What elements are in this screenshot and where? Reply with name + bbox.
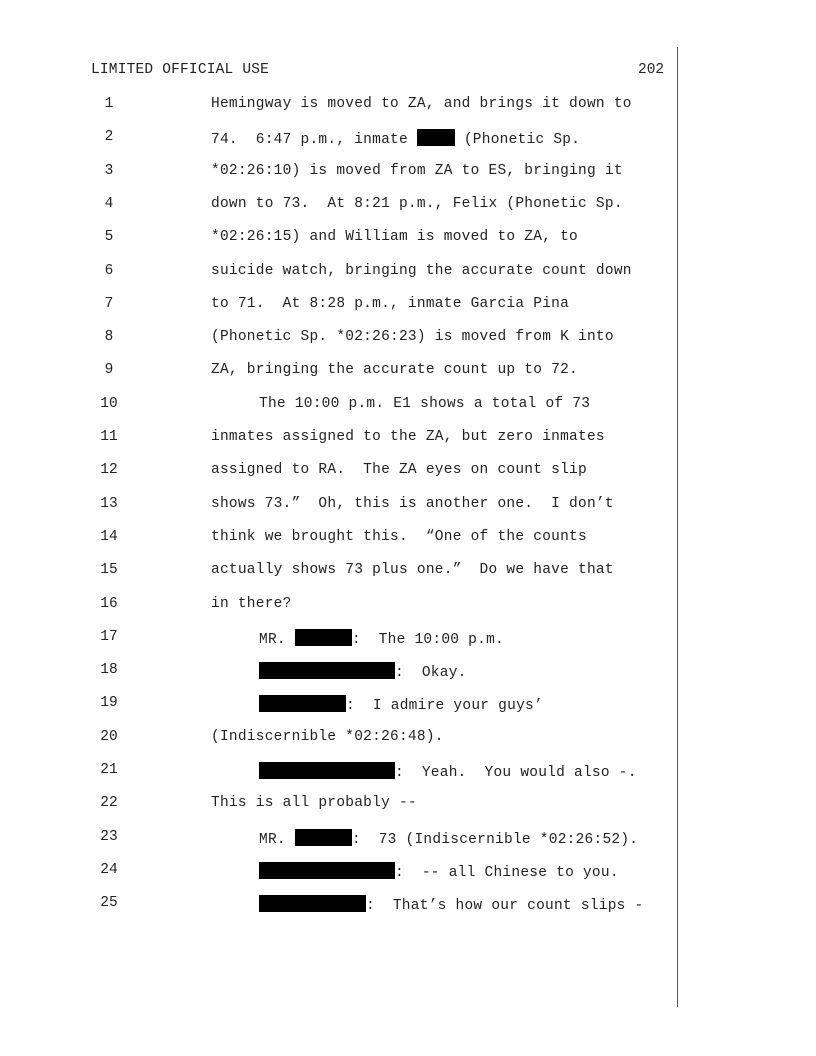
line-number: 5 bbox=[104, 229, 114, 246]
text-run: : I admire your guys’ bbox=[346, 698, 543, 715]
page-number: 202 bbox=[638, 62, 665, 78]
transcript-line bbox=[0, 163, 680, 183]
text-run: This is all probably -- bbox=[211, 795, 417, 812]
classification-header: LIMITED OFFICIAL USE bbox=[91, 62, 270, 78]
transcript-line bbox=[0, 729, 680, 749]
line-text bbox=[211, 496, 614, 512]
transcript-line bbox=[0, 96, 680, 116]
line-text bbox=[259, 829, 638, 848]
line-number: 15 bbox=[100, 562, 118, 579]
line-number: 4 bbox=[104, 195, 114, 212]
text-run: 74. 6:47 p.m., inmate bbox=[211, 132, 417, 149]
text-run: MR. bbox=[259, 831, 295, 848]
line-number: 25 bbox=[100, 895, 118, 912]
transcript-line bbox=[0, 296, 680, 316]
transcript-line bbox=[0, 129, 680, 149]
transcript-line bbox=[0, 629, 680, 649]
text-run: shows 73.” Oh, this is another one. I don’t bbox=[211, 495, 614, 512]
line-text bbox=[211, 795, 417, 811]
text-run: (Indiscernible *02:26:48). bbox=[211, 728, 444, 745]
line-text bbox=[211, 296, 569, 312]
text-run: ZA, bringing the accurate count up to 72. bbox=[211, 362, 579, 379]
line-number: 1 bbox=[104, 96, 114, 112]
line-number: 20 bbox=[100, 728, 118, 745]
line-text bbox=[211, 462, 587, 478]
redaction-block bbox=[259, 862, 395, 879]
line-text bbox=[211, 129, 580, 148]
line-text bbox=[259, 695, 543, 714]
transcript-line bbox=[0, 462, 680, 482]
line-number: 14 bbox=[100, 528, 118, 545]
text-run: assigned to RA. The ZA eyes on count slip bbox=[211, 462, 587, 479]
text-run: : Okay. bbox=[395, 665, 467, 682]
text-run: : The 10:00 p.m. bbox=[351, 631, 504, 648]
text-run: suicide watch, bringing the accurate count down bbox=[211, 262, 632, 279]
transcript-line bbox=[0, 695, 680, 715]
line-number: 11 bbox=[100, 429, 118, 445]
line-number: 3 bbox=[104, 162, 114, 179]
text-run: The 10:00 p.m. E1 shows a total of 73 bbox=[259, 395, 591, 412]
transcript-line bbox=[0, 396, 680, 416]
transcript-line bbox=[0, 229, 680, 249]
text-run: (Phonetic Sp. bbox=[454, 132, 581, 149]
line-text bbox=[211, 96, 632, 112]
redaction-block bbox=[259, 762, 395, 779]
redaction-block bbox=[259, 895, 366, 912]
line-number: 21 bbox=[100, 762, 118, 778]
transcript-line bbox=[0, 662, 680, 682]
line-text bbox=[211, 729, 444, 745]
line-number: 23 bbox=[100, 828, 118, 845]
line-text bbox=[259, 662, 467, 681]
line-number: 9 bbox=[104, 362, 114, 379]
transcript-line bbox=[0, 795, 680, 815]
line-text bbox=[259, 895, 644, 914]
text-run: : Yeah. You would also -. bbox=[395, 765, 637, 781]
transcript-line bbox=[0, 529, 680, 549]
redaction-block bbox=[259, 695, 346, 712]
line-text bbox=[211, 429, 605, 445]
line-text bbox=[211, 196, 623, 212]
line-text bbox=[211, 329, 614, 345]
transcript-line bbox=[0, 263, 680, 283]
line-number: 10 bbox=[100, 395, 118, 412]
text-run: (Phonetic Sp. *02:26:23) is moved from K into bbox=[211, 329, 614, 346]
text-run: Hemingway is moved to ZA, and brings it down to bbox=[211, 96, 632, 112]
text-run: *02:26:15) and William is moved to ZA, to bbox=[211, 229, 579, 246]
line-number: 17 bbox=[100, 628, 118, 645]
transcript-line bbox=[0, 196, 680, 216]
line-number: 18 bbox=[100, 662, 118, 679]
line-text bbox=[259, 762, 637, 781]
transcript-line bbox=[0, 362, 680, 382]
line-number: 24 bbox=[100, 861, 118, 878]
line-number: 2 bbox=[104, 129, 114, 146]
transcript-line bbox=[0, 496, 680, 516]
redaction-block bbox=[417, 129, 455, 146]
text-run: actually shows 73 plus one.” Do we have that bbox=[211, 562, 614, 579]
redaction-block bbox=[295, 629, 352, 646]
line-text bbox=[211, 263, 632, 279]
text-run: to 71. At 8:28 p.m., inmate Garcia Pina bbox=[211, 295, 570, 312]
line-number: 13 bbox=[100, 495, 118, 512]
line-text bbox=[211, 229, 578, 245]
text-run: : -- all Chinese to you. bbox=[395, 864, 619, 881]
line-number: 19 bbox=[100, 695, 118, 712]
line-text bbox=[259, 629, 504, 648]
line-text bbox=[259, 862, 619, 881]
line-number: 16 bbox=[100, 595, 118, 612]
redaction-block bbox=[259, 662, 395, 679]
transcript-line bbox=[0, 429, 680, 449]
transcript-line bbox=[0, 762, 680, 782]
line-number: 7 bbox=[104, 295, 114, 312]
text-run: down to 73. At 8:21 p.m., Felix (Phonetic Sp. bbox=[211, 195, 623, 212]
line-number: 12 bbox=[100, 462, 118, 479]
line-number: 22 bbox=[100, 795, 118, 812]
transcript-line bbox=[0, 596, 680, 616]
line-text bbox=[259, 396, 590, 412]
line-number: 6 bbox=[104, 262, 114, 279]
line-text bbox=[211, 362, 578, 378]
transcript-line bbox=[0, 862, 680, 882]
line-text bbox=[211, 596, 292, 612]
text-run: MR. bbox=[259, 631, 295, 648]
redaction-block bbox=[295, 829, 352, 846]
line-text bbox=[211, 163, 623, 179]
line-text bbox=[211, 562, 614, 578]
transcript-line bbox=[0, 829, 680, 849]
line-text bbox=[211, 529, 587, 545]
text-run: think we brought this. “One of the counts bbox=[211, 528, 587, 545]
transcript-line bbox=[0, 329, 680, 349]
transcript-line bbox=[0, 562, 680, 582]
text-run: inmates assigned to the ZA, but zero inmates bbox=[211, 429, 605, 445]
text-run: in there? bbox=[211, 595, 292, 612]
line-number: 8 bbox=[104, 329, 114, 346]
transcript-line bbox=[0, 895, 680, 915]
text-run: *02:26:10) is moved from ZA to ES, bringing it bbox=[211, 162, 623, 179]
text-run: : That’s how our count slips - bbox=[366, 898, 644, 915]
text-run: : 73 (Indiscernible *02:26:52). bbox=[351, 831, 639, 848]
